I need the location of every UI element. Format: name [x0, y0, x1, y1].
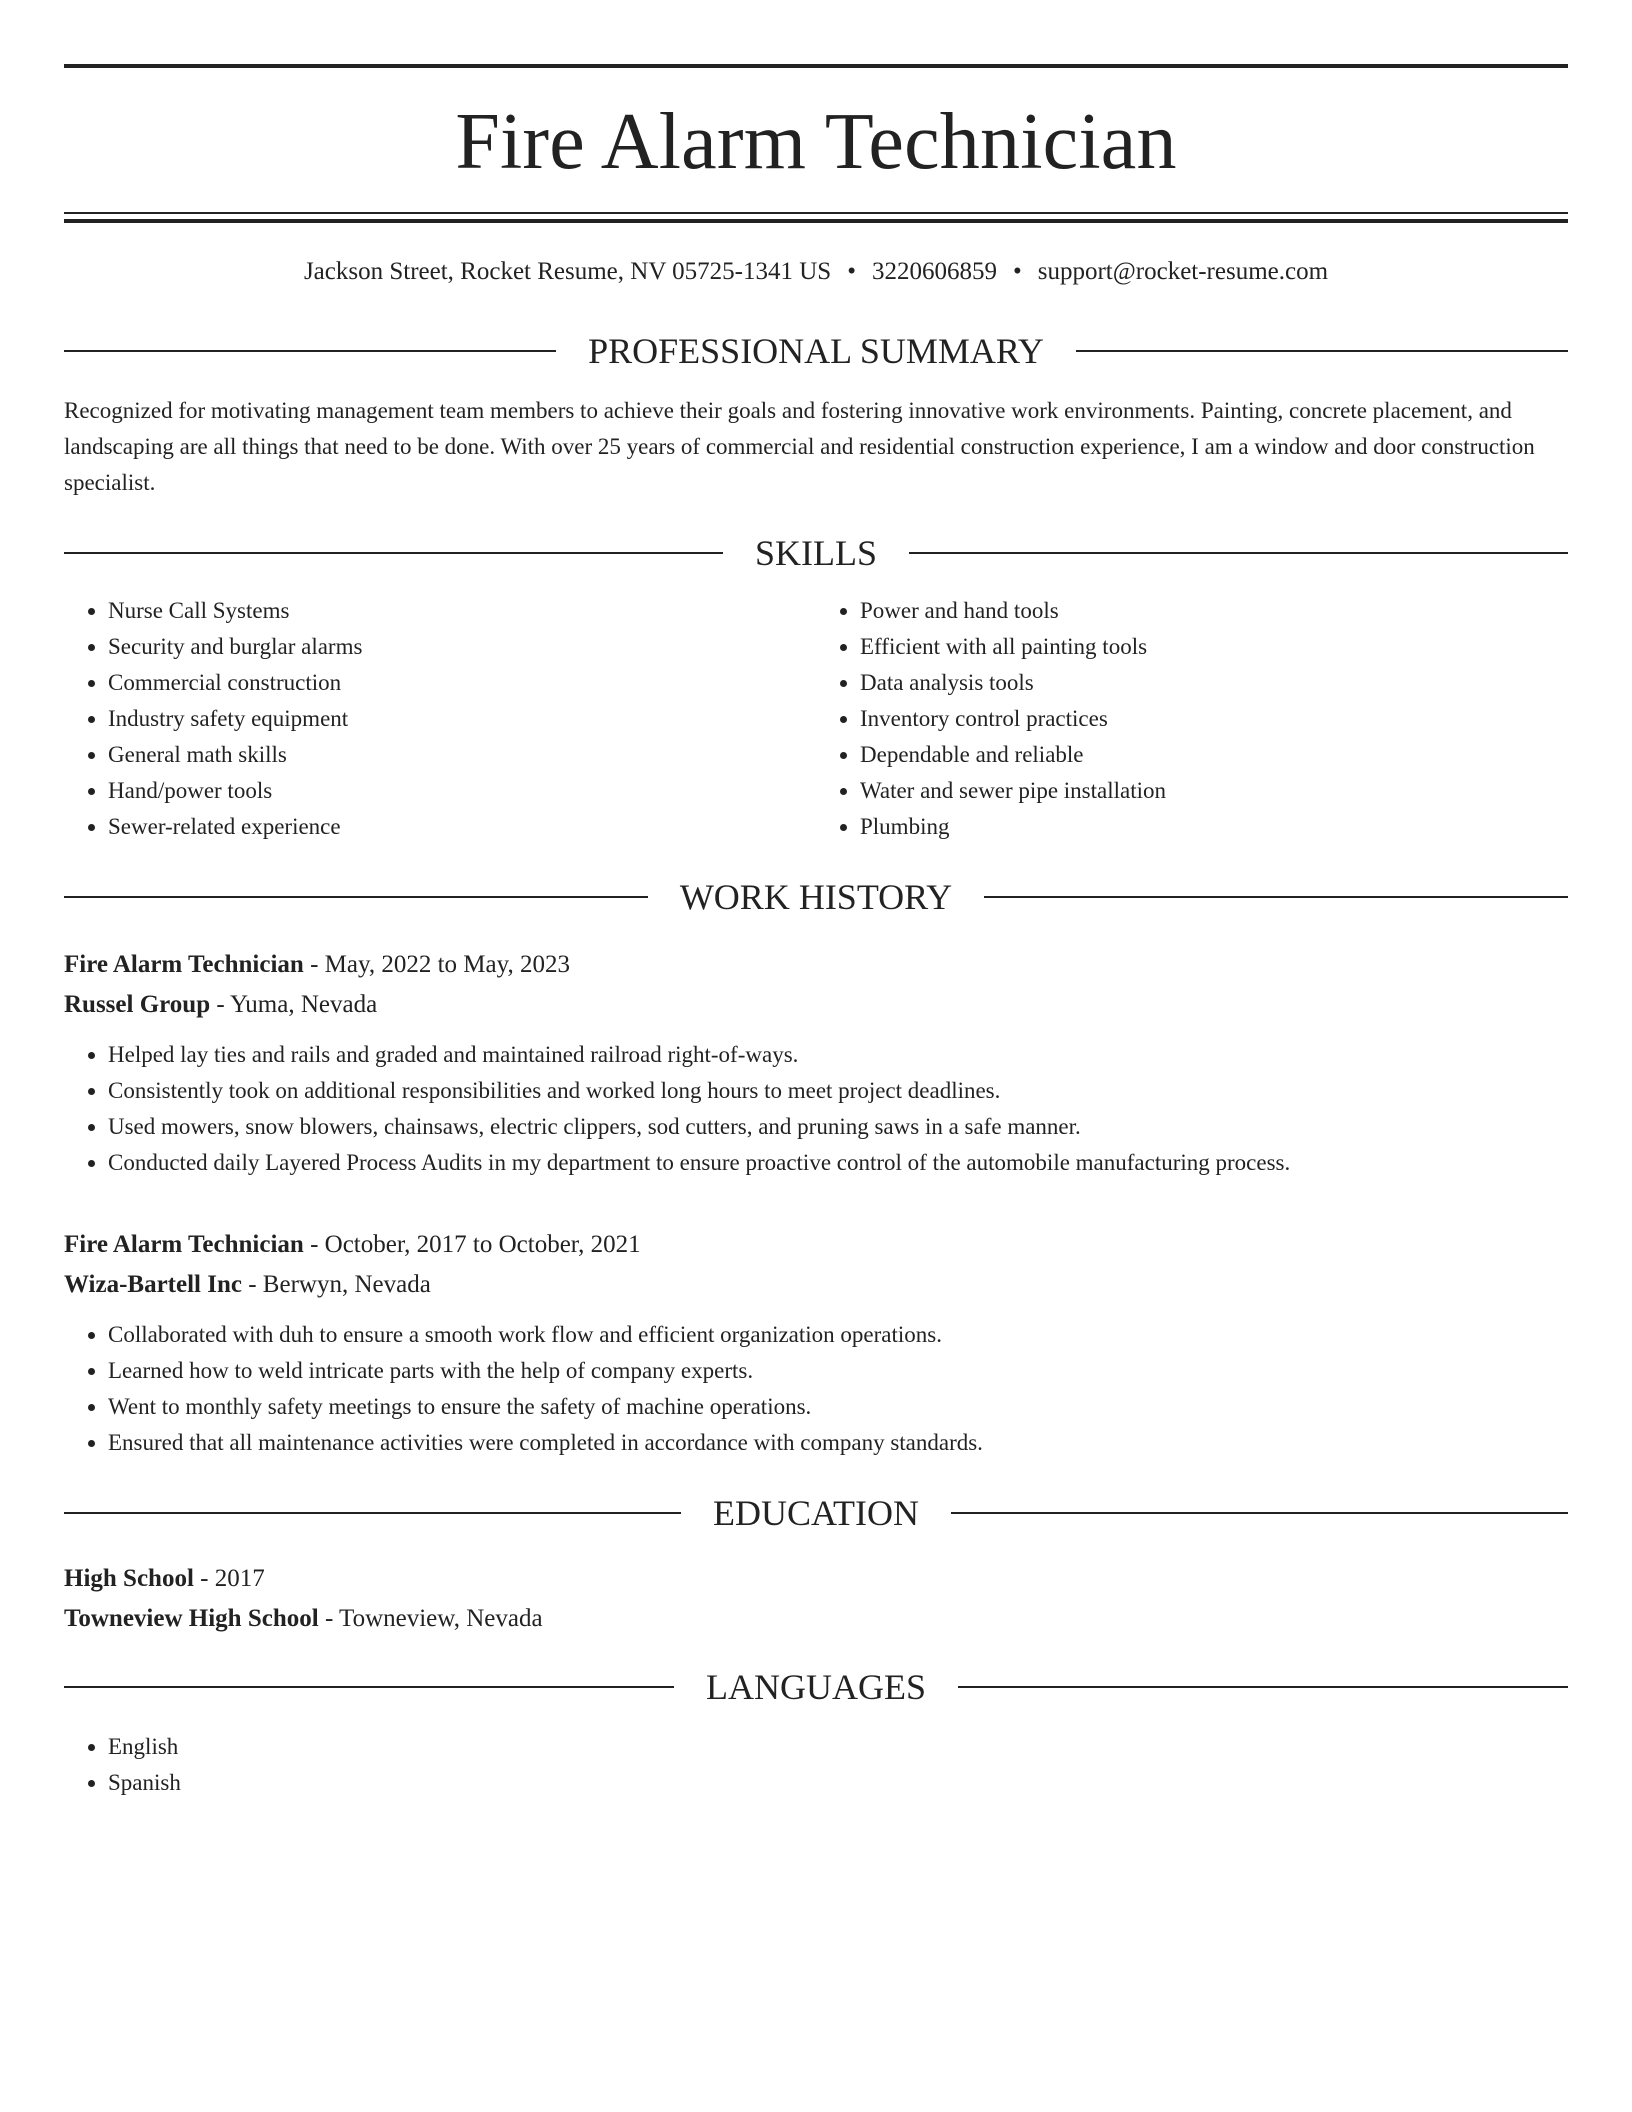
contact-separator: •: [847, 258, 856, 285]
section-rule: [1076, 350, 1568, 352]
job-bullets: [64, 1317, 1568, 1461]
section-rule: [64, 350, 556, 352]
section-title: WORK HISTORY: [679, 877, 953, 917]
section-title: EDUCATION: [713, 1493, 919, 1533]
job-title: Fire Alarm Technician: [64, 1231, 304, 1258]
education-degree-line: [64, 1559, 1568, 1599]
education-school-line: [64, 1599, 1568, 1639]
education-degree: High School: [64, 1565, 194, 1592]
skills-columns: [64, 593, 1568, 845]
job-company-line: [64, 1265, 1568, 1305]
contact-phone: 3220606859: [871, 258, 997, 285]
section-title: PROFESSIONAL SUMMARY: [588, 331, 1044, 371]
education-year: - 2017: [193, 1565, 265, 1592]
job-bullet: • Learned how to weld intricate parts with the help of company experts.: [108, 1353, 1568, 1389]
skill-item: • Nurse Call Systems: [108, 593, 816, 629]
education-location: - Towneview, Nevada: [318, 1605, 543, 1632]
job-bullet: • Used mowers, snow blowers, chainsaws, electric clippers, sod cutters, and pruning saws in a safe manner.: [108, 1109, 1568, 1145]
skill-item: • Water and sewer pipe installation: [860, 773, 1568, 809]
job-location: - Yuma, Nevada: [210, 991, 378, 1018]
job-title-line: [64, 1225, 1568, 1265]
section-header-skills: [64, 535, 1568, 571]
skill-item: • General math skills: [108, 737, 816, 773]
job-company: Russel Group: [64, 991, 211, 1018]
section-rule: [958, 1686, 1568, 1688]
skill-item: • Efficient with all painting tools: [860, 629, 1568, 665]
resume-name: Fire Alarm Technician: [455, 98, 1177, 186]
contact-address: Jackson Street, Rocket Resume, NV 05725-1341 US: [303, 258, 832, 285]
skill-item: • Hand/power tools: [108, 773, 816, 809]
section-rule: [64, 1686, 674, 1688]
skill-item: • Inventory control practices: [860, 701, 1568, 737]
job-dates: - October, 2017 to October, 2021: [303, 1231, 641, 1258]
skill-item: • Sewer-related experience: [108, 809, 816, 845]
job-dates: - May, 2022 to May, 2023: [303, 951, 571, 978]
job-title: Fire Alarm Technician: [64, 951, 304, 978]
job-bullet: • Conducted daily Layered Process Audits in my department to ensure proactive control of the automobile manufacturing process.: [108, 1145, 1568, 1181]
section-rule: [909, 552, 1568, 554]
job-bullet: • Ensured that all maintenance activities were completed in accordance with company standards.: [108, 1425, 1568, 1461]
skill-item: • Security and burglar alarms: [108, 629, 816, 665]
skill-item: • Dependable and reliable: [860, 737, 1568, 773]
education-school: Towneview High School: [64, 1605, 319, 1632]
job-bullet: • Helped lay ties and rails and graded and maintained railroad right-of-ways.: [108, 1037, 1568, 1073]
section-rule: [951, 1512, 1568, 1514]
skills-list-right: [816, 593, 1568, 845]
section-rule: [984, 896, 1568, 898]
summary-text: Recognized for motivating management team members to achieve their goals and fostering innovative work environments. Painting, concrete placement, and landscaping are all things that need to be done. With over 25 years of commercial and residential construction experience, I am a window and door construction specialist.: [64, 398, 1535, 495]
resume-page: [64, 64, 1568, 1801]
section-title: SKILLS: [755, 533, 878, 573]
section-header-education: [64, 1495, 1568, 1531]
skills-list-left: [64, 593, 816, 845]
language-item: • English: [108, 1729, 1568, 1765]
skill-item: • Industry safety equipment: [108, 701, 816, 737]
job-company: Wiza-Bartell Inc: [64, 1271, 242, 1298]
double-rule: [64, 212, 1568, 223]
section-rule: [64, 896, 648, 898]
job-bullets: [64, 1037, 1568, 1181]
job-bullet: • Collaborated with duh to ensure a smooth work flow and efficient organization operations.: [108, 1317, 1568, 1353]
education-entry: [64, 1559, 1568, 1639]
job-location: - Berwyn, Nevada: [241, 1271, 431, 1298]
job-company-line: [64, 985, 1568, 1025]
job-entry: [64, 945, 1568, 1181]
contact-line: [64, 257, 1568, 287]
job-title-line: [64, 945, 1568, 985]
language-item: • Spanish: [108, 1765, 1568, 1801]
contact-email: support@rocket-resume.com: [1037, 258, 1329, 285]
section-header-languages: [64, 1669, 1568, 1705]
skill-item: • Commercial construction: [108, 665, 816, 701]
section-rule: [64, 1512, 681, 1514]
job-entry: [64, 1225, 1568, 1461]
job-bullet: • Went to monthly safety meetings to ensure the safety of machine operations.: [108, 1389, 1568, 1425]
section-title: LANGUAGES: [706, 1667, 926, 1707]
job-bullet: • Consistently took on additional responsibilities and worked long hours to meet project deadlines.: [108, 1073, 1568, 1109]
skill-item: • Power and hand tools: [860, 593, 1568, 629]
contact-separator: •: [1012, 258, 1022, 285]
top-rule: [64, 64, 1568, 68]
skill-item: • Plumbing: [860, 809, 1568, 845]
languages-list: [64, 1729, 1568, 1801]
section-rule: [64, 552, 723, 554]
section-header-work: [64, 879, 1568, 915]
section-header-summary: [64, 333, 1568, 369]
skill-item: • Data analysis tools: [860, 665, 1568, 701]
